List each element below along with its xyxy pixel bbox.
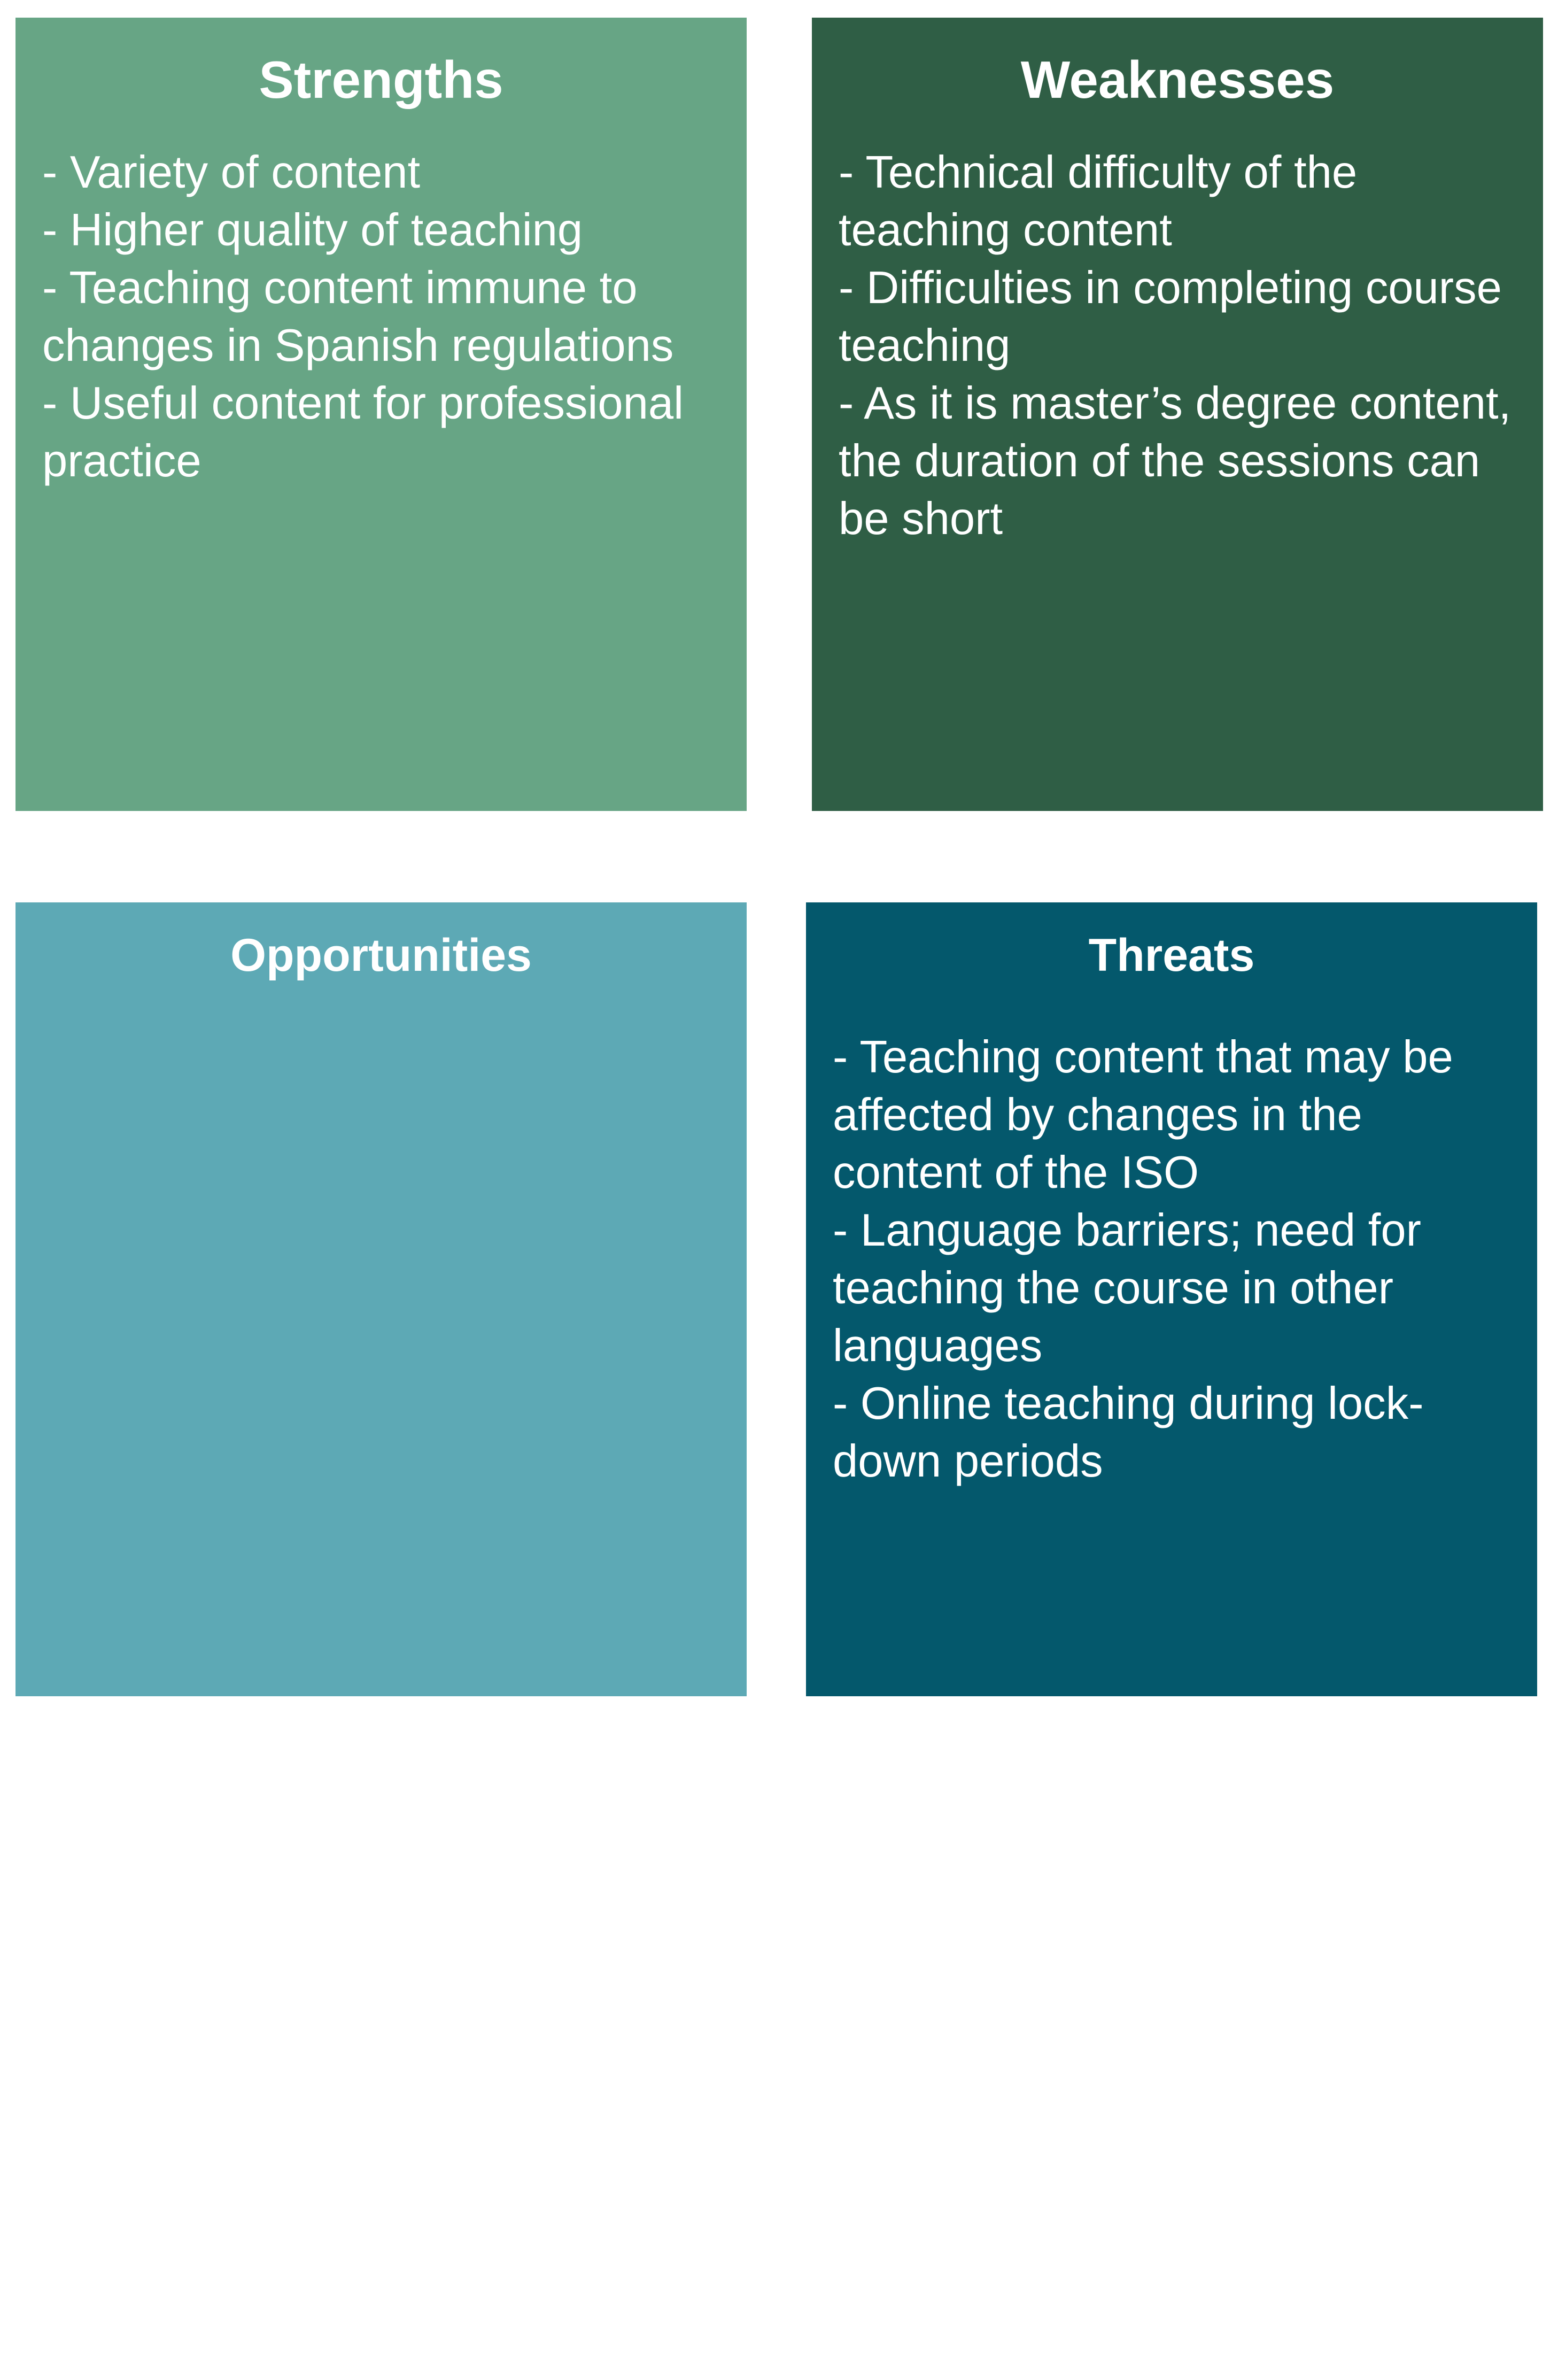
list-item: - Possibility of expanding new teaching content: [42, 2152, 641, 2261]
list-item: - Difficulties in completing course teaching: [839, 262, 1502, 371]
opportunities-quadrant: [15, 902, 747, 2376]
threats-quadrant: [806, 902, 1537, 1696]
list-item: - Online teaching during lock-down periods: [833, 1378, 1424, 1487]
list-item: - Use of new software in the field of energy audit: [42, 2268, 702, 2376]
list-item: - Strategic positioning at international level: [42, 2037, 530, 2145]
threats-title: Threats: [1088, 930, 1255, 981]
list-item: - As it is master’s degree content, the duration of the sessions can be short: [839, 378, 1512, 544]
list-item: - Greater possibility of receiving foreign students: [42, 1921, 679, 2030]
weaknesses-list: [839, 144, 1527, 548]
list-item: - Language barriers; need for teaching the course in other languages: [833, 1205, 1421, 1371]
strengths-title: Strengths: [259, 50, 503, 109]
list-item: - Teaching content immune to changes in Spanish regulations: [42, 262, 674, 371]
list-item: - Variety of content: [42, 147, 421, 198]
strengths-quadrant: [15, 18, 747, 811]
weaknesses-quadrant: [812, 18, 1543, 811]
weaknesses-title: Weaknesses: [1020, 50, 1335, 109]
threats-list: [833, 1029, 1521, 1490]
list-item: - Useful content for professional practice: [42, 378, 684, 486]
list-item: - Technical difficulty of the teaching content: [839, 147, 1358, 256]
strengths-list: [42, 144, 731, 490]
list-item: - Higher quality of teaching: [42, 205, 583, 256]
opportunities-title: Opportunities: [230, 930, 532, 981]
opportunities-list: [42, 1918, 731, 2380]
list-item: - Teaching content that may be affected by changes in the content of the ISO: [833, 1032, 1453, 1198]
